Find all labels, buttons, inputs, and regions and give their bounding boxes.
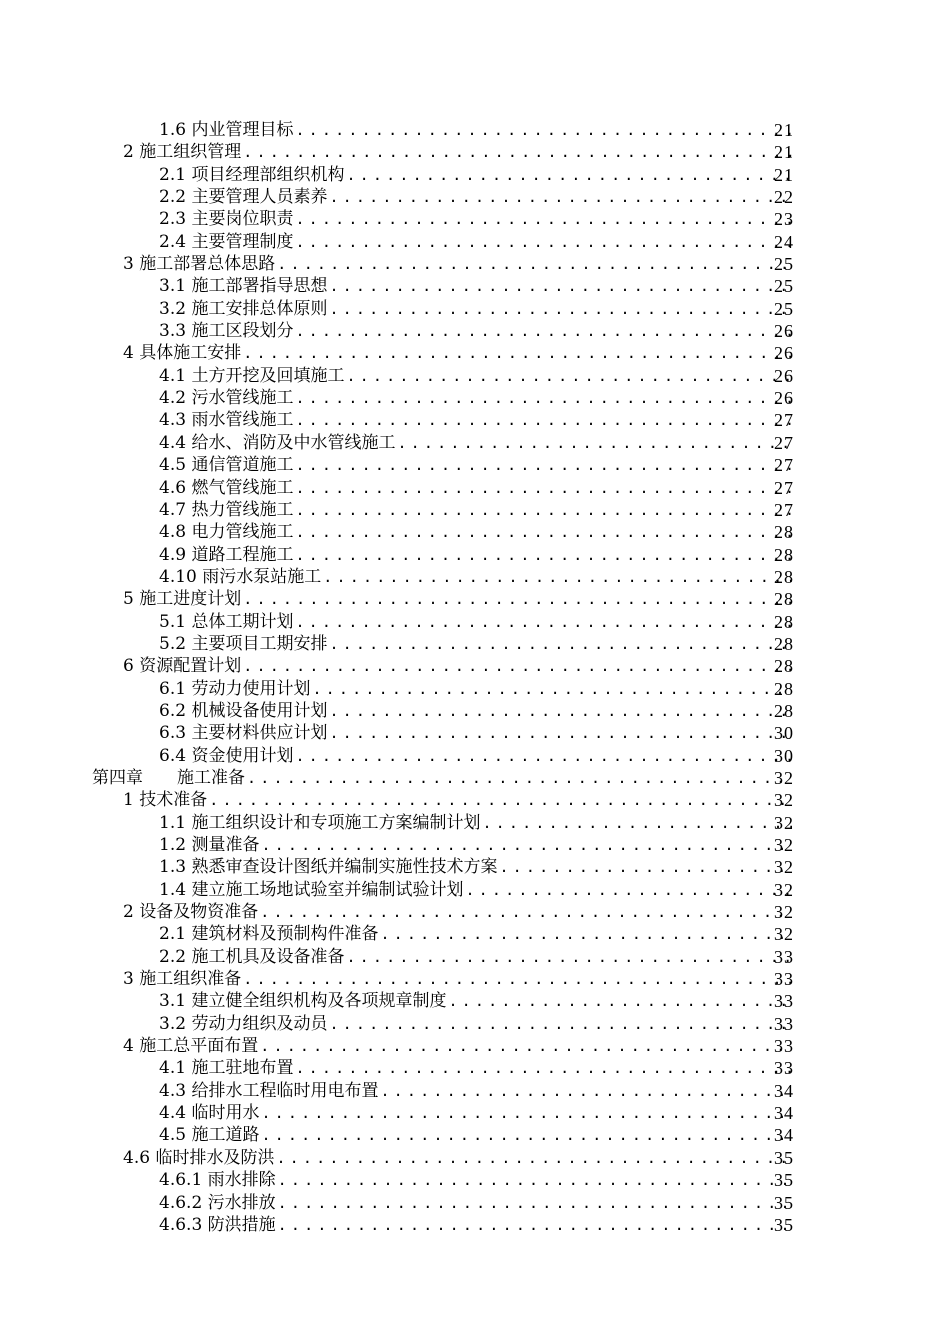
- toc-entry[interactable]: [0, 789, 950, 811]
- toc-page-number: 35: [774, 1147, 794, 1168]
- toc-entry[interactable]: [0, 655, 950, 677]
- toc-entry-label: 2.2 主要管理人员素养: [159, 187, 328, 208]
- toc-entry-label: 4.6.2 污水排放: [159, 1192, 276, 1213]
- toc-page-number: 34: [774, 1103, 794, 1124]
- toc-entry[interactable]: [0, 275, 950, 297]
- toc-dot-leader: [295, 1057, 792, 1079]
- toc-entry[interactable]: [0, 968, 950, 990]
- toc-entry-label: 1.1 施工组织设计和专项施工方案编制计划: [159, 812, 481, 833]
- toc-page-number: 28: [774, 656, 794, 677]
- toc-entry-line: [159, 722, 792, 744]
- toc-entry-label: 3 施工部署总体思路: [123, 254, 276, 275]
- toc-entry-label: 6.3 主要材料供应计划: [159, 723, 328, 744]
- toc-dot-leader: [295, 611, 792, 633]
- toc-entry[interactable]: [0, 141, 950, 163]
- toc-page-number: 25: [774, 298, 794, 319]
- toc-dot-leader: [323, 566, 792, 588]
- toc-entry-label: 2 设备及物资准备: [123, 902, 259, 923]
- toc-dot-leader: [295, 387, 792, 409]
- toc-dot-leader: [465, 879, 792, 901]
- toc-page-number: 26: [774, 388, 794, 409]
- toc-dot-leader: [277, 253, 792, 275]
- toc-entry[interactable]: [0, 901, 950, 923]
- toc-dot-leader: [329, 633, 792, 655]
- toc-entry-line: [159, 633, 792, 655]
- toc-entry-label: 4.5 施工道路: [159, 1125, 260, 1146]
- toc-entry-label: 2.3 主要岗位职责: [159, 209, 294, 230]
- toc-entry-line: [159, 298, 792, 320]
- toc-entry-line: [159, 208, 792, 230]
- toc-page-number: 32: [774, 879, 794, 900]
- toc-dot-leader: [278, 1169, 792, 1191]
- toc-dot-leader: [260, 1035, 792, 1057]
- toc-entry[interactable]: [0, 1013, 950, 1035]
- toc-entry[interactable]: [0, 879, 950, 901]
- toc-entry-line: [159, 521, 792, 543]
- toc-entry-line: [123, 342, 792, 364]
- toc-page-number: 33: [774, 969, 794, 990]
- toc-entry-label: 2.1 项目经理部组织机构: [159, 164, 345, 185]
- toc-dot-leader: [397, 432, 792, 454]
- toc-page-number: 27: [774, 455, 794, 476]
- toc-entry-line: [159, 1192, 792, 1214]
- toc-entry-label: 4.1 施工驻地布置: [159, 1058, 294, 1079]
- toc-entry-line: [159, 1102, 792, 1124]
- toc-dot-leader: [346, 164, 792, 186]
- toc-entry-line: [159, 566, 792, 588]
- toc-page-number: 27: [774, 499, 794, 520]
- toc-dot-leader: [380, 1080, 792, 1102]
- toc-entry-line: [159, 320, 792, 342]
- toc-dot-leader: [295, 454, 792, 476]
- toc-dot-leader: [295, 477, 792, 499]
- toc-dot-leader: [346, 365, 792, 387]
- toc-entry[interactable]: [0, 432, 950, 454]
- toc-entry-line: [123, 968, 792, 990]
- toc-page-number: 34: [774, 1080, 794, 1101]
- toc-entry[interactable]: [0, 342, 950, 364]
- toc-entry-label: 3.1 建立健全组织机构及各项规章制度: [159, 991, 447, 1012]
- toc-entry-label: 4.4 临时用水: [159, 1103, 260, 1124]
- toc-entry-label: 4.6 燃气管线施工: [159, 477, 294, 498]
- toc-entry-line: [159, 454, 792, 476]
- toc-entry-label: 4.3 给排水工程临时用电布置: [159, 1080, 379, 1101]
- toc-page-number: 35: [774, 1192, 794, 1213]
- toc-entry[interactable]: [0, 856, 950, 878]
- toc-entry-label: 4.3 雨水管线施工: [159, 410, 294, 431]
- toc-page-number: 25: [774, 254, 794, 275]
- toc-entry-line: [92, 767, 792, 789]
- toc-page-number: 28: [774, 544, 794, 565]
- toc-entry-line: [159, 611, 792, 633]
- toc-page-number: 30: [774, 745, 794, 766]
- toc-entry[interactable]: [0, 722, 950, 744]
- toc-entry[interactable]: [0, 477, 950, 499]
- toc-page-number: 33: [774, 1058, 794, 1079]
- toc-entry-line: [159, 1124, 792, 1146]
- toc-entry-label: 4.6 临时排水及防洪: [123, 1147, 275, 1168]
- toc-entry-line: [159, 186, 792, 208]
- toc-dot-leader: [346, 946, 792, 968]
- toc-entry-line: [159, 477, 792, 499]
- toc-entry-line: [159, 834, 792, 856]
- toc-entry-line: [123, 253, 792, 275]
- toc-page-number: 32: [774, 857, 794, 878]
- toc-entry-line: [159, 879, 792, 901]
- toc-page-number: 28: [774, 611, 794, 632]
- toc-page-number: 23: [774, 209, 794, 230]
- toc-entry-label: 1 技术准备: [123, 790, 208, 811]
- toc-entry-label: 5.2 主要项目工期安排: [159, 633, 328, 654]
- toc-entry-label: 3.1 施工部署指导思想: [159, 276, 328, 297]
- toc-dot-leader: [260, 901, 792, 923]
- toc-page-number: 32: [774, 902, 794, 923]
- toc-page-number: 32: [774, 835, 794, 855]
- toc-dot-leader: [243, 968, 792, 990]
- toc-dot-leader: [261, 1124, 792, 1146]
- toc-entry[interactable]: [0, 1169, 950, 1191]
- toc-dot-leader: [209, 789, 792, 811]
- toc-dot-leader: [380, 923, 792, 945]
- toc-dot-leader: [295, 745, 792, 767]
- toc-dot-leader: [329, 275, 792, 297]
- toc-entry[interactable]: [0, 454, 950, 476]
- table-of-contents: [0, 119, 950, 1236]
- toc-entry-label: 6.4 资金使用计划: [159, 745, 294, 766]
- toc-dot-leader: [276, 1147, 792, 1169]
- toc-entry-label: 4.7 热力管线施工: [159, 499, 294, 520]
- toc-entry[interactable]: [0, 186, 950, 208]
- toc-entry-line: [159, 387, 792, 409]
- toc-entry[interactable]: [0, 1080, 950, 1102]
- toc-entry[interactable]: [0, 700, 950, 722]
- toc-entry[interactable]: [0, 633, 950, 655]
- toc-dot-leader: [312, 678, 792, 700]
- toc-entry-line: [159, 745, 792, 767]
- toc-dot-leader: [295, 119, 792, 141]
- toc-entry[interactable]: [0, 298, 950, 320]
- toc-entry-label: 3.3 施工区段划分: [159, 321, 294, 342]
- toc-dot-leader: [295, 499, 792, 521]
- toc-entry[interactable]: [0, 1035, 950, 1057]
- toc-dot-leader: [329, 186, 792, 208]
- toc-entry-label: 1.3 熟悉审查设计图纸并编制实施性技术方案: [159, 857, 498, 878]
- toc-entry-line: [159, 275, 792, 297]
- toc-entry-label: 4.2 污水管线施工: [159, 388, 294, 409]
- toc-page-number: 28: [774, 700, 794, 721]
- toc-page-number: 32: [774, 767, 794, 788]
- toc-page-number: 33: [774, 1013, 794, 1034]
- toc-page-number: 21: [774, 142, 794, 163]
- toc-entry-line: [159, 365, 792, 387]
- toc-dot-leader: [261, 1102, 792, 1124]
- toc-entry-line: [159, 499, 792, 521]
- toc-entry-line: [159, 164, 792, 186]
- toc-entry-line: [159, 1080, 792, 1102]
- toc-entry-line: [123, 1147, 792, 1169]
- toc-page-number: 24: [774, 231, 794, 252]
- toc-dot-leader: [329, 722, 792, 744]
- toc-entry-label: 第四章 施工准备: [92, 767, 245, 788]
- toc-entry[interactable]: [0, 521, 950, 543]
- toc-entry[interactable]: [0, 119, 950, 141]
- toc-dot-leader: [295, 320, 792, 342]
- toc-dot-leader: [278, 1192, 792, 1214]
- toc-dot-leader: [243, 342, 792, 364]
- toc-dot-leader: [295, 544, 792, 566]
- toc-entry[interactable]: [0, 923, 950, 945]
- toc-entry[interactable]: [0, 1147, 950, 1169]
- toc-entry-line: [123, 789, 792, 811]
- toc-entry[interactable]: [0, 678, 950, 700]
- toc-page-number: 33: [774, 946, 794, 967]
- toc-entry-label: 4.8 电力管线施工: [159, 522, 294, 543]
- toc-entry[interactable]: [0, 812, 950, 834]
- toc-dot-leader: [243, 655, 792, 677]
- toc-page-number: 27: [774, 410, 794, 431]
- toc-page-number: 28: [774, 678, 794, 699]
- toc-dot-leader: [329, 1013, 792, 1035]
- toc-page-number: 35: [774, 1214, 794, 1235]
- toc-entry[interactable]: [0, 990, 950, 1012]
- toc-page-number: 33: [774, 991, 794, 1012]
- toc-dot-leader: [247, 767, 792, 789]
- toc-entry[interactable]: [0, 387, 950, 409]
- toc-entry-label: 1.4 建立施工场地试验室并编制试验计划: [159, 879, 464, 900]
- toc-dot-leader: [329, 298, 792, 320]
- toc-entry-label: 5 施工进度计划: [123, 589, 242, 610]
- toc-entry-label: 4 具体施工安排: [123, 343, 242, 364]
- toc-entry-line: [159, 923, 792, 945]
- toc-entry[interactable]: [0, 1102, 950, 1124]
- toc-page-number: 28: [774, 522, 794, 543]
- toc-entry-line: [159, 856, 792, 878]
- toc-entry[interactable]: [0, 611, 950, 633]
- toc-entry-line: [159, 409, 792, 431]
- toc-entry-label: 1.2 测量准备: [159, 835, 260, 855]
- toc-entry[interactable]: [0, 834, 950, 856]
- toc-entry-label: 4.1 土方开挖及回填施工: [159, 365, 345, 386]
- toc-entry[interactable]: [0, 231, 950, 253]
- toc-page-number: 32: [774, 812, 794, 833]
- toc-entry[interactable]: [0, 566, 950, 588]
- toc-page-number: 33: [774, 1036, 794, 1057]
- toc-entry[interactable]: [0, 1214, 950, 1236]
- toc-entry-label: 6.2 机械设备使用计划: [159, 700, 328, 721]
- toc-page-number: 35: [774, 1170, 794, 1191]
- toc-entry-line: [159, 1057, 792, 1079]
- toc-entry[interactable]: [0, 544, 950, 566]
- toc-entry-line: [159, 1169, 792, 1191]
- toc-entry[interactable]: [0, 745, 950, 767]
- toc-entry-label: 4.5 通信管道施工: [159, 455, 294, 476]
- toc-entry-line: [159, 990, 792, 1012]
- toc-entry-label: 4 施工总平面布置: [123, 1036, 259, 1057]
- toc-page-number: 21: [774, 120, 794, 140]
- toc-page-number: 21: [774, 164, 794, 185]
- toc-entry-line: [159, 119, 792, 141]
- toc-dot-leader: [261, 834, 792, 856]
- toc-entry-line: [123, 1035, 792, 1057]
- toc-dot-leader: [499, 856, 792, 878]
- toc-dot-leader: [295, 521, 792, 543]
- toc-entry-line: [159, 231, 792, 253]
- toc-dot-leader: [295, 208, 792, 230]
- toc-page-number: 27: [774, 477, 794, 498]
- toc-entry[interactable]: [0, 767, 950, 789]
- toc-page-number: 28: [774, 566, 794, 587]
- toc-page-number: 26: [774, 343, 794, 364]
- toc-page-number: 26: [774, 321, 794, 342]
- toc-page-number: 34: [774, 1125, 794, 1146]
- toc-entry-label: 6.1 劳动力使用计划: [159, 678, 311, 699]
- toc-entry[interactable]: [0, 208, 950, 230]
- toc-page-number: 32: [774, 790, 794, 811]
- toc-entry-line: [159, 812, 792, 834]
- toc-entry[interactable]: [0, 365, 950, 387]
- toc-entry[interactable]: [0, 164, 950, 186]
- toc-page-number: 22: [774, 187, 794, 208]
- toc-entry-line: [123, 141, 792, 163]
- toc-page-number: 28: [774, 589, 794, 610]
- toc-dot-leader: [278, 1214, 792, 1236]
- toc-entry-label: 4.10 雨污水泵站施工: [159, 566, 322, 587]
- toc-entry-line: [159, 544, 792, 566]
- toc-dot-leader: [482, 812, 792, 834]
- toc-entry-label: 4.9 道路工程施工: [159, 544, 294, 565]
- toc-entry-label: 3 施工组织准备: [123, 969, 242, 990]
- toc-page-number: 32: [774, 924, 794, 945]
- toc-page-number: 30: [774, 723, 794, 744]
- toc-entry[interactable]: [0, 588, 950, 610]
- toc-page-number: 26: [774, 365, 794, 386]
- toc-entry-line: [159, 700, 792, 722]
- toc-dot-leader: [243, 141, 792, 163]
- toc-entry[interactable]: [0, 1124, 950, 1146]
- toc-page-number: 27: [774, 432, 794, 453]
- toc-entry-label: 4.6.1 雨水排除: [159, 1170, 276, 1191]
- toc-entry-label: 3.2 施工安排总体原则: [159, 298, 328, 319]
- toc-entry-line: [159, 432, 792, 454]
- toc-entry-line: [159, 1013, 792, 1035]
- toc-entry-line: [159, 946, 792, 968]
- toc-entry-label: 4.6.3 防洪措施: [159, 1214, 276, 1235]
- toc-entry-line: [159, 1214, 792, 1236]
- toc-entry-line: [123, 655, 792, 677]
- toc-dot-leader: [243, 588, 792, 610]
- toc-entry-label: 1.6 内业管理目标: [159, 120, 294, 140]
- toc-entry[interactable]: [0, 1057, 950, 1079]
- toc-entry-line: [123, 588, 792, 610]
- toc-dot-leader: [329, 700, 792, 722]
- toc-entry-label: 5.1 总体工期计划: [159, 611, 294, 632]
- toc-entry[interactable]: [0, 499, 950, 521]
- toc-page-number: 25: [774, 276, 794, 297]
- toc-entry-label: 6 资源配置计划: [123, 656, 242, 677]
- toc-entry[interactable]: [0, 253, 950, 275]
- toc-entry-label: 2.4 主要管理制度: [159, 231, 294, 252]
- toc-entry[interactable]: [0, 1192, 950, 1214]
- toc-dot-leader: [295, 231, 792, 253]
- toc-entry-label: 2.1 建筑材料及预制构件准备: [159, 924, 379, 945]
- toc-dot-leader: [295, 409, 792, 431]
- toc-entry[interactable]: [0, 946, 950, 968]
- toc-entry-label: 2 施工组织管理: [123, 142, 242, 163]
- toc-page-number: 28: [774, 633, 794, 654]
- toc-entry-label: 3.2 劳动力组织及动员: [159, 1013, 328, 1034]
- toc-entry-line: [123, 901, 792, 923]
- toc-entry-line: [159, 678, 792, 700]
- toc-entry[interactable]: [0, 409, 950, 431]
- toc-dot-leader: [448, 990, 792, 1012]
- toc-entry[interactable]: [0, 320, 950, 342]
- toc-entry-label: 2.2 施工机具及设备准备: [159, 946, 345, 967]
- toc-entry-label: 4.4 给水、消防及中水管线施工: [159, 432, 396, 453]
